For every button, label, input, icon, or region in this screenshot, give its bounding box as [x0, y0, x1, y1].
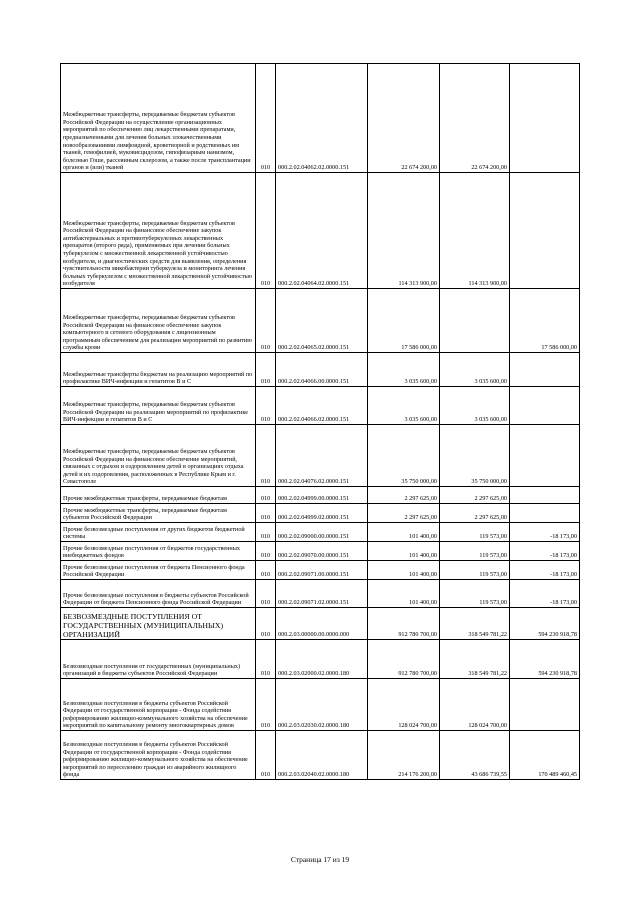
- row-code-cell: 010: [256, 173, 276, 289]
- row-executed-cell: 22 674 200,00: [440, 64, 510, 173]
- row-executed-cell: 318 549 781,22: [440, 640, 510, 679]
- table-row: [61, 173, 580, 289]
- row-name-cell: Прочие безвозмездные поступления в бюджеты субъектов Российской Федерации от бюджета Пенсионного фонда Российской Федерации: [61, 580, 256, 608]
- row-code-cell: 010: [256, 487, 276, 504]
- report-table: [60, 63, 580, 780]
- row-approved-cell: 3 035 600,00: [368, 353, 440, 387]
- row-unexecuted-cell: -18 173,00: [510, 542, 580, 561]
- row-unexecuted-cell: [510, 64, 580, 173]
- row-approved-cell: 22 674 200,00: [368, 64, 440, 173]
- row-executed-cell: 119 573,00: [440, 580, 510, 608]
- row-executed-cell: 2 297 625,00: [440, 504, 510, 523]
- row-kbk-cell: 000.2.03.02000.02.0000.180: [276, 640, 368, 679]
- row-kbk-cell: 000.2.02.09000.00.0000.151: [276, 523, 368, 542]
- row-name-cell: Прочие безвозмездные поступления от бюджета Пенсионного фонда Российской Федерации: [61, 561, 256, 580]
- row-kbk-cell: 000.2.02.09070.00.0000.151: [276, 542, 368, 561]
- row-unexecuted-cell: [510, 173, 580, 289]
- row-executed-cell: [440, 289, 510, 353]
- row-kbk-cell: 000.2.02.04999.00.0000.151: [276, 487, 368, 504]
- row-name-cell: Безвозмездные поступления от государственных (муниципальных) организаций в бюджеты субъектов Российской Федерации: [61, 640, 256, 679]
- row-code-cell: 010: [256, 608, 276, 640]
- row-unexecuted-cell: [510, 387, 580, 425]
- row-approved-cell: 214 176 200,00: [368, 731, 440, 780]
- row-kbk-cell: 000.2.02.04062.02.0000.151: [276, 64, 368, 173]
- row-unexecuted-cell: 594 230 918,78: [510, 608, 580, 640]
- table-row: [61, 542, 580, 561]
- row-kbk-cell: 000.2.02.04999.02.0000.151: [276, 504, 368, 523]
- table-row: [61, 387, 580, 425]
- row-code-cell: 010: [256, 387, 276, 425]
- row-code-cell: 010: [256, 523, 276, 542]
- table-row: [61, 608, 580, 640]
- table-row: [61, 487, 580, 504]
- table-row: [61, 504, 580, 523]
- row-kbk-cell: 000.2.02.04065.02.0000.151: [276, 289, 368, 353]
- row-approved-cell: 35 750 000,00: [368, 425, 440, 487]
- row-executed-cell: 2 297 625,00: [440, 487, 510, 504]
- row-approved-cell: 912 780 700,00: [368, 608, 440, 640]
- row-name-cell: Безвозмездные поступления в бюджеты субъектов Российской Федерации от государственной корпорации - Фонда содействия реформированию жилищно-коммунального хозяйства на обеспечение мероприятий по капитальному ремонту многоквартирных домов: [61, 679, 256, 731]
- row-unexecuted-cell: [510, 679, 580, 731]
- table-row: [61, 580, 580, 608]
- row-unexecuted-cell: 170 489 460,45: [510, 731, 580, 780]
- row-code-cell: 010: [256, 731, 276, 780]
- row-kbk-cell: 000.2.02.04076.02.0000.151: [276, 425, 368, 487]
- row-kbk-cell: 000.2.03.02040.02.0000.180: [276, 731, 368, 780]
- row-approved-cell: 101 400,00: [368, 523, 440, 542]
- row-code-cell: 010: [256, 425, 276, 487]
- page-number: Страница 17 из 19: [290, 855, 350, 864]
- row-kbk-cell: 000.2.03.00000.00.0000.000: [276, 608, 368, 640]
- row-code-cell: 010: [256, 679, 276, 731]
- table-row: [61, 640, 580, 679]
- row-code-cell: 010: [256, 353, 276, 387]
- row-approved-cell: 3 035 600,00: [368, 387, 440, 425]
- table-row: [61, 64, 580, 173]
- row-approved-cell: 101 400,00: [368, 561, 440, 580]
- row-approved-cell: 101 400,00: [368, 580, 440, 608]
- row-unexecuted-cell: [510, 353, 580, 387]
- row-executed-cell: 3 035 600,00: [440, 353, 510, 387]
- row-executed-cell: 114 313 900,00: [440, 173, 510, 289]
- row-unexecuted-cell: [510, 487, 580, 504]
- row-code-cell: 010: [256, 289, 276, 353]
- row-name-cell: Межбюджетные трансферты, передаваемые бюджетам субъектов Российской Федерации на финансовое обеспечение мероприятий, связанных с отдыхом и оздоровлением детей в организациях отдыха детей и их оздоровления, расположенных в Республике Крым и г. Севастополе: [61, 425, 256, 487]
- row-executed-cell: 119 573,00: [440, 523, 510, 542]
- row-kbk-cell: 000.2.02.04066.00.0000.151: [276, 353, 368, 387]
- row-code-cell: 010: [256, 561, 276, 580]
- table-row: [61, 425, 580, 487]
- row-executed-cell: 3 035 600,00: [440, 387, 510, 425]
- row-name-cell: Межбюджетные трансферты, передаваемые бюджетам субъектов Российской Федерации на финансовое обеспечение закупок компьютерного и сетевого оборудования с лицензионным программным обеспечением для реализации мероприятий по развитию службы крови: [61, 289, 256, 353]
- row-kbk-cell: 000.2.03.02030.02.0000.180: [276, 679, 368, 731]
- table-row: [61, 289, 580, 353]
- row-kbk-cell: 000.2.02.09071.00.0000.151: [276, 561, 368, 580]
- row-kbk-cell: 000.2.02.04066.02.0000.151: [276, 387, 368, 425]
- row-approved-cell: 101 400,00: [368, 542, 440, 561]
- row-executed-cell: 35 750 000,00: [440, 425, 510, 487]
- row-name-cell: Межбюджетные трансферты, передаваемые бюджетам субъектов Российской Федерации на реализацию мероприятий по профилактике ВИЧ-инфекции и гепатитов В и С: [61, 387, 256, 425]
- row-unexecuted-cell: -18 173,00: [510, 523, 580, 542]
- row-name-cell: Межбюджетные трансферты, передаваемые бюджетам субъектов Российской Федерации на финансовое обеспечение закупок антибактериальных и противотуберкулезных лекарственных препаратов (второго ряда), применяемых при лечении больных туберкулезом с множественной лекарственной устойчивостью возбудителя, и диагностических средств для выявления, определения чувствительности микобактерии туберкулеза и мониторинга лечения больных туберкулезом с множественной лекарственной устойчивостью возбудителя: [61, 173, 256, 289]
- row-kbk-cell: 000.2.02.04064.02.0000.151: [276, 173, 368, 289]
- row-code-cell: 010: [256, 580, 276, 608]
- table-row: [61, 523, 580, 542]
- table-row: [61, 353, 580, 387]
- row-code-cell: 010: [256, 504, 276, 523]
- row-name-cell: БЕЗВОЗМЕЗДНЫЕ ПОСТУПЛЕНИЯ ОТ ГОСУДАРСТВЕННЫХ (МУНИЦИПАЛЬНЫХ) ОРГАНИЗАЦИЙ: [61, 608, 256, 640]
- report-table-body: [61, 64, 580, 780]
- row-unexecuted-cell: 17 586 000,00: [510, 289, 580, 353]
- row-approved-cell: 114 313 900,00: [368, 173, 440, 289]
- row-approved-cell: 912 780 700,00: [368, 640, 440, 679]
- row-unexecuted-cell: -18 173,00: [510, 561, 580, 580]
- row-unexecuted-cell: 594 230 918,78: [510, 640, 580, 679]
- row-name-cell: Межбюджетные трансферты, передаваемые бюджетам субъектов Российской Федерации на осуществление организационных мероприятий по обеспечению лиц лекарственными препаратами, предназначенными для лечения больных злокачественными новообразованиями лимфоидной, кроветворной и родственных им тканей, гемофилией, муковисцидозом, гипофизарным нанизмом, болезнью Гоше, рассеянным склерозом, а также после трансплантации органов и (или) тканей: [61, 64, 256, 173]
- table-row: [61, 731, 580, 780]
- row-code-cell: 010: [256, 640, 276, 679]
- row-approved-cell: 2 297 625,00: [368, 504, 440, 523]
- row-name-cell: Прочие межбюджетные трансферты, передаваемые бюджетам субъектов Российской Федерации: [61, 504, 256, 523]
- row-name-cell: Прочие безвозмездные поступления от других бюджетов бюджетной системы: [61, 523, 256, 542]
- row-name-cell: Безвозмездные поступления в бюджеты субъектов Российской Федерации от государственной корпорации - Фонда содействия реформированию жилищно-коммунального хозяйства на обеспечение мероприятий по переселению граждан из аварийного жилищного фонда: [61, 731, 256, 780]
- row-approved-cell: 2 297 625,00: [368, 487, 440, 504]
- row-approved-cell: 128 024 700,00: [368, 679, 440, 731]
- row-executed-cell: 128 024 700,00: [440, 679, 510, 731]
- row-code-cell: 010: [256, 64, 276, 173]
- row-unexecuted-cell: [510, 425, 580, 487]
- row-code-cell: 010: [256, 542, 276, 561]
- row-executed-cell: 119 573,00: [440, 542, 510, 561]
- row-executed-cell: 318 549 781,22: [440, 608, 510, 640]
- row-executed-cell: 43 686 739,55: [440, 731, 510, 780]
- row-unexecuted-cell: -18 173,00: [510, 580, 580, 608]
- table-row: [61, 679, 580, 731]
- row-unexecuted-cell: [510, 504, 580, 523]
- table-row: [61, 561, 580, 580]
- row-name-cell: Прочие безвозмездные поступления от бюджетов государственных внебюджетных фондов: [61, 542, 256, 561]
- row-name-cell: Межбюджетные трансферты бюджетам на реализацию мероприятий по профилактике ВИЧ-инфекции и гепатитов В и С: [61, 353, 256, 387]
- row-executed-cell: 119 573,00: [440, 561, 510, 580]
- row-approved-cell: 17 586 000,00: [368, 289, 440, 353]
- row-kbk-cell: 000.2.02.09071.02.0000.151: [276, 580, 368, 608]
- row-name-cell: Прочие межбюджетные трансферты, передаваемые бюджетам: [61, 487, 256, 504]
